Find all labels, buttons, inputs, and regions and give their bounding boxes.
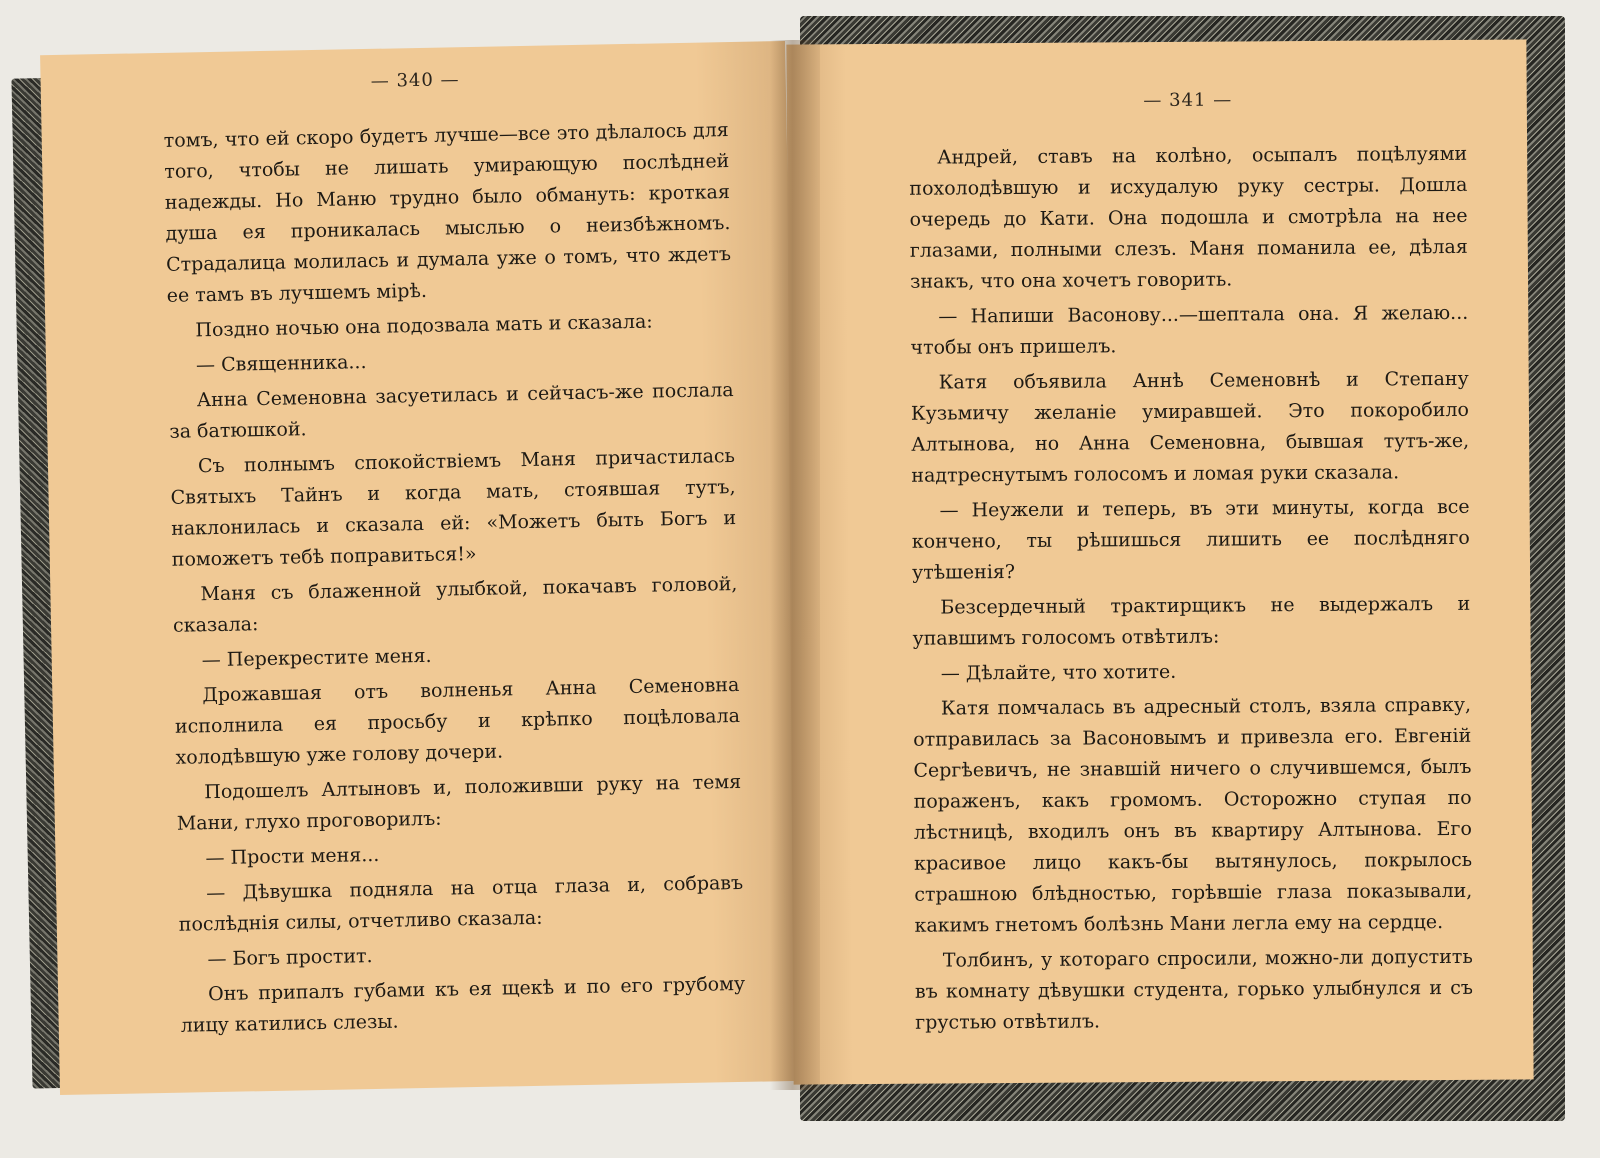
paragraph: Поздно ночью она подозвала мать и сказала:: [195, 310, 653, 342]
paragraph: Онъ припалъ губами къ ея щекѣ и по его грубому лицу катились слезы.: [180, 972, 746, 1037]
paragraph: Андрей, ставъ на колѣно, осыпалъ поцѣлуями похолодѣвшую и исхудалую руку сестры. Дошла очередь до Кати. Она подошла и смотрѣла на нее глазами, полными слезъ. Маня поманила ее, дѣлая знакъ, что она хочетъ говорить.: [909, 142, 1468, 293]
page-number: — 340 —: [370, 69, 460, 92]
paragraph: — Прости меня...: [205, 843, 380, 870]
paragraph: Съ полнымъ спокойствіемъ Маня причастилась Святыхъ Тайнъ и когда мать, стоявшая тутъ, наклонилась и сказала ей: «Можетъ быть Богъ и поможетъ тебѣ поправиться!»: [170, 444, 737, 571]
book-spine: [770, 40, 820, 1090]
page-number: — 341 —: [1143, 89, 1233, 112]
left-page-text: [163, 115, 745, 1042]
paragraph: — Перекрестите меня.: [201, 644, 432, 672]
right-page: [786, 39, 1533, 1084]
paragraph: Катя помчалась въ адресный столъ, взяла справку, отправилась за Васоновымъ и привезла его. Евгеній Сергѣевичъ, не знавшій ничего о случившемся, былъ пораженъ, какъ громомъ. Осторожно ступая по лѣстницѣ, входилъ онъ въ квартиру Алтынова. Его красивое лицо какъ-бы вытянулось, покрылось страшною блѣдностью, горѣвшіе глаза показывали, какимъ гнетомъ болѣзнь Мани легла ему на сердце.: [913, 693, 1473, 937]
paragraph: — Напиши Васонову...—шептала она. Я желаю... чтобы онъ пришелъ.: [910, 301, 1469, 359]
paragraph: — Дѣвушка подняла на отца глаза и, собравъ послѣднія силы, отчетливо сказала:: [178, 871, 744, 936]
paragraph: — Священника...: [195, 351, 367, 377]
paragraph: — Неужели и теперь, въ эти минуты, когда все кончено, ты рѣшишься лишить ее послѣдняго утѣшенія?: [911, 495, 1470, 584]
left-page: [40, 41, 805, 1095]
paragraph: Безсердечный трактирщикъ не выдержалъ и упавшимъ голосомъ отвѣтилъ:: [912, 592, 1471, 650]
paragraph: Катя объявила Аннѣ Семеновнѣ и Степану Кузьмичу желаніе умиравшей. Это покоробило Алтынова, но Анна Семеновна, бывшая тутъ-же, надтреснутымъ голосомъ и ломая руки сказала.: [910, 367, 1470, 487]
paragraph: Толбинъ, у котораго спросили, можно-ли допустить въ комнату дѣвушки студента, горько улыбнулся и съ грустью отвѣтилъ.: [914, 945, 1474, 1034]
paragraph: Маня съ блаженной улыбкой, покачавъ головой, сказала:: [172, 572, 738, 637]
paragraph: — Дѣлайте, что хотите.: [940, 660, 1177, 685]
right-page-text: [909, 139, 1473, 1039]
paragraph: — Богъ простит.: [207, 945, 373, 971]
paragraph: Дрожавшая отъ волненья Анна Семеновна исполнила ея просьбу и крѣпко поцѣловала холодѣвшую уже голову дочери.: [174, 673, 741, 769]
paragraph: томъ, что ей скоро будетъ лучше—все это дѣлалось для того, чтобы не лишать умирающую послѣдней надежды. Но Маню трудно было обмануть: кроткая душа ея проникалась мыслью о неизбѣжномъ. Страдалица молилась и думала уже о томъ, что ждетъ ее тамъ въ лучшемъ мірѣ.: [163, 119, 732, 307]
paragraph: Анна Семеновна засуетилась и сейчасъ-же послала за батюшкой.: [169, 378, 734, 443]
paragraph: Подошелъ Алтыновъ и, положивши руку на темя Мани, глухо проговорилъ:: [176, 770, 742, 835]
